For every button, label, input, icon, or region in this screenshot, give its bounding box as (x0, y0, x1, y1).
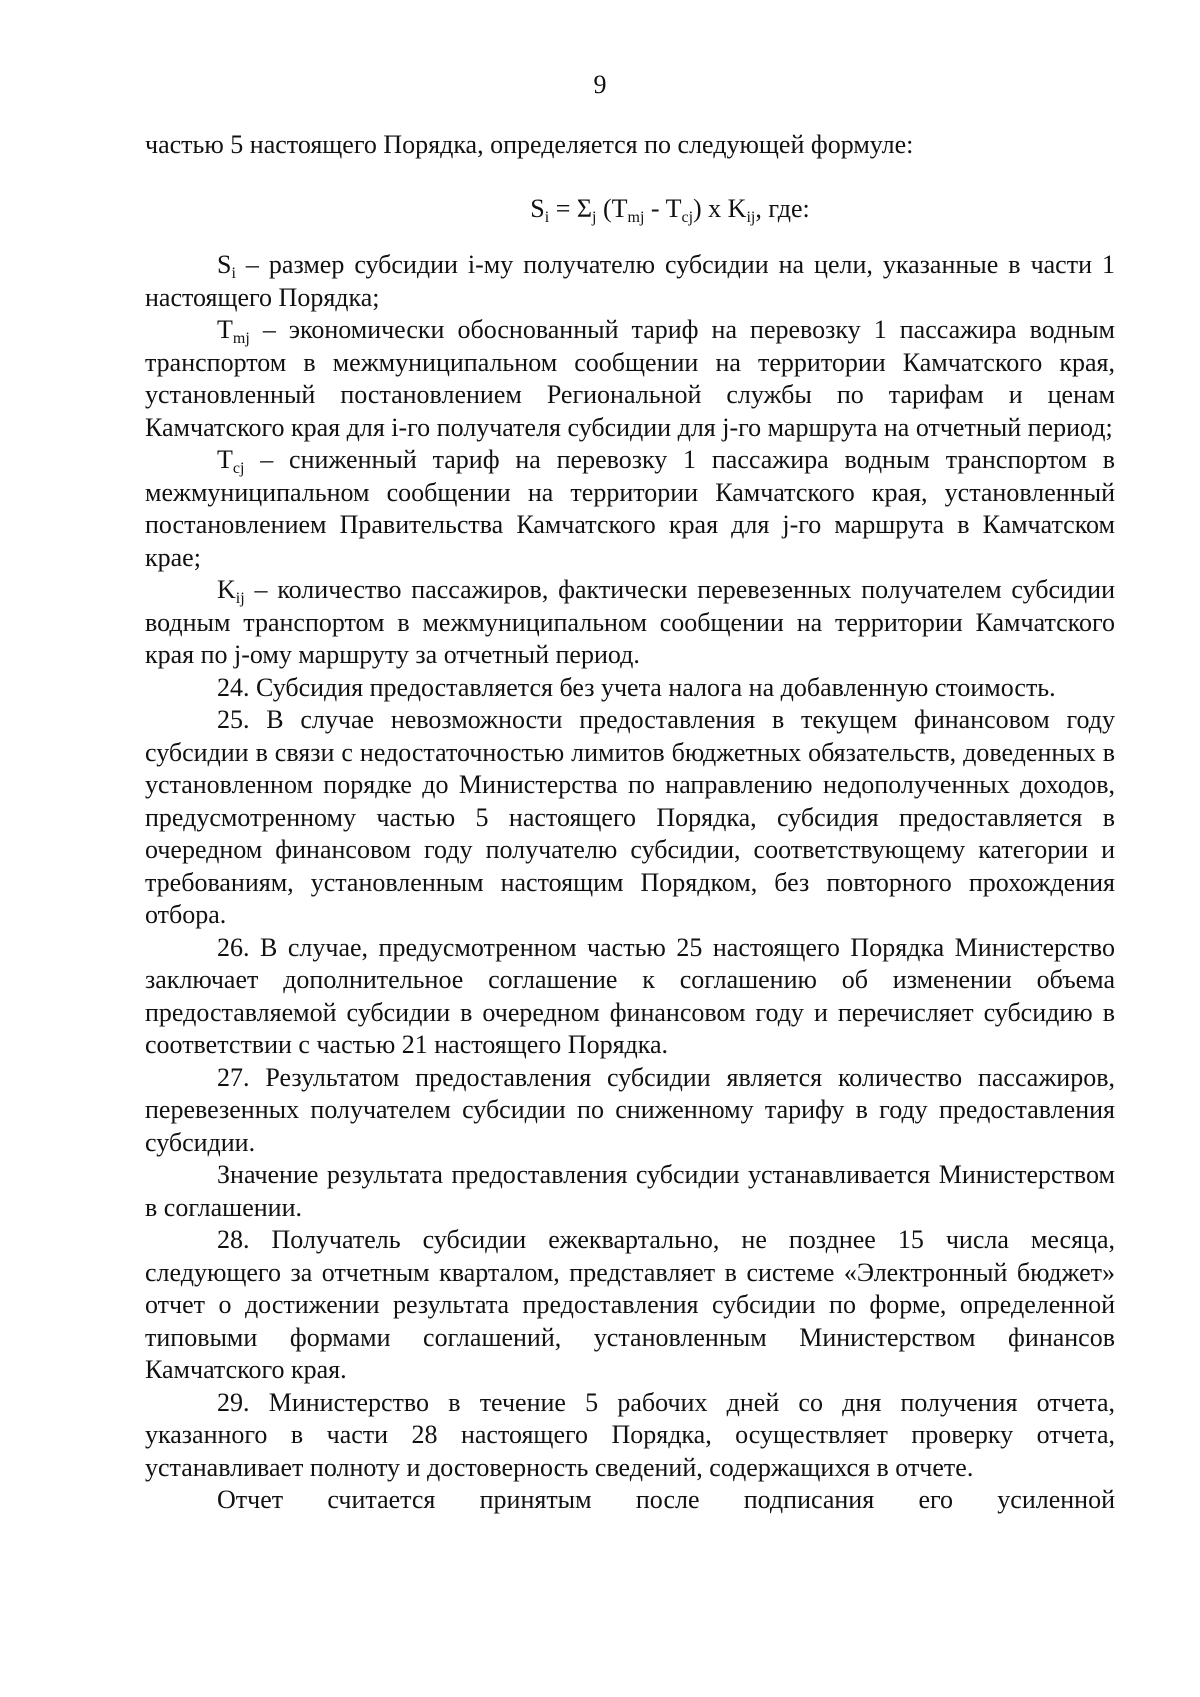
definition-si: $S_i$ – размер субсидии i-му получателю субсидии на цели, указанные в части 1 настоящего Порядка; (145, 250, 1115, 312)
definition-kij: $K_{ij}$ – количество пассажиров, фактически перевезенных получателем субсидии водным транспортом в межмуниципальном сообщении на территории Камчатского края по j-ому маршруту за отчетный период. (145, 575, 1115, 669)
definition-tmj: $T_{mj}$ – экономически обоснованный тариф на перевозку 1 пассажира водным транспортом в межмуниципальном сообщении на территории Камчатского края, установленный постановлением Региональной службы по тарифам и ценам Камчатского края для i-го получателя субсидии для j-го маршрута на отчетный период; (145, 315, 1115, 442)
paragraph-29: 29. Министерство в течение 5 рабочих дней со дня получения отчета, указанного в части 28 настоящего Порядка, осуществляет проверку отчета, устанавливает полноту и достоверность сведений, содержащихся в отчете. (145, 1387, 1115, 1482)
intro-text: частью 5 настоящего Порядка, определяется по следующей формуле: (145, 130, 914, 159)
paragraph-27: 27. Результатом предоставления субсидии является количество пассажиров, перевезенных получателем субсидии по сниженному тарифу в году предоставления субсидии. (145, 1062, 1115, 1157)
paragraph-25: 25. В случае невозможности предоставления в текущем финансовом году субсидии в связи с недостаточностью лимитов бюджетных обязательств, доведенных в установленном порядке до Министерства по направлению недополученных доходов, предусмотренному частью 5 настоящего Порядка, субсидия предоставляется в очередном финансовом году получателю субсидии, соответствующему категории и требованиям, установленным настоящим Порядком, без повторного прохождения отбора. (145, 705, 1115, 929)
subsidy-formula: $S_i = \Sigma_j$ $(T_{mj} - T_{cj})$ х $K_{ij}$, где: (530, 193, 810, 226)
paragraph-24: 24. Субсидия предоставляется без учета налога на добавленную стоимость. (217, 672, 1056, 702)
paragraph-28: 28. Получатель субсидии ежеквартально, не позднее 15 числа месяца, следующего за отчетным кварталом, представляет в системе «Электронный бюджет» отчет о достижении результата предоставления субсидии по форме, определенной типовыми формами соглашений, установленным Министерством финансов Камчатского края. (145, 1225, 1115, 1384)
page-number: 9 (593, 70, 607, 99)
paragraph-27-result-value: Значение результата предоставления субсидии устанавливается Министерством в соглашении. (145, 1160, 1115, 1222)
definition-tcj: $T_{cj}$ – сниженный тариф на перевозку 1 пассажира водным транспортом в межмуниципальном сообщении на территории Камчатского края, установленный постановлением Правительства Камчатского края для j-го маршрута в Камчатском крае; (145, 445, 1115, 572)
document-body (145, 129, 1115, 1517)
paragraph-26: 26. В случае, предусмотренном частью 25 настоящего Порядка Министерство заключает дополнительное соглашение к соглашению об изменении объема предоставляемой субсидии в очередном финансовом году и перечисляет субсидию в соответствии с частью 21 настоящего Порядка. (145, 932, 1115, 1059)
paragraph-29-report-accepted: Отчет считается принятым после подписания его усиленной (217, 1485, 1115, 1514)
